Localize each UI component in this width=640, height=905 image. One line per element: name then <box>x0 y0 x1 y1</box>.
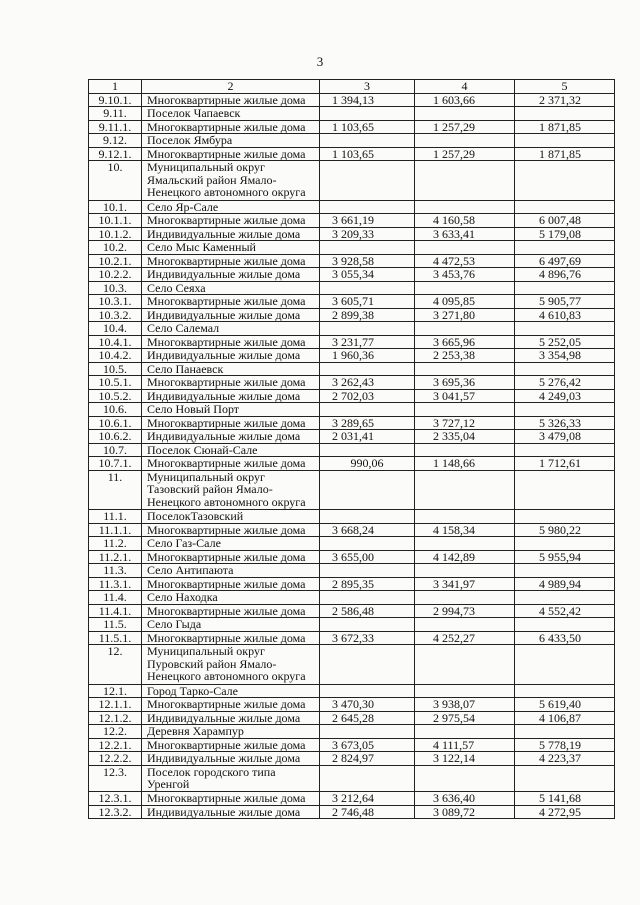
row-number-cell: 10.5.1. <box>89 376 142 390</box>
row-name-cell: Поселок городского типа Уренгой <box>142 765 320 792</box>
value-col3-cell <box>320 322 415 336</box>
row-number-cell: 11. <box>89 470 142 510</box>
value-col4-cell <box>415 618 515 632</box>
row-number-cell: 10.4.2. <box>89 349 142 363</box>
row-number-cell: 10.3.1. <box>89 295 142 309</box>
value-col3-cell: 1 394,13 <box>320 93 415 107</box>
row-name-cell: Индивидуальные жилые дома <box>142 805 320 819</box>
row-number-cell: 10.1.1. <box>89 214 142 228</box>
value-col4-cell: 4 252,27 <box>415 631 515 645</box>
value-col5-cell: 5 955,94 <box>515 550 615 564</box>
value-col3-cell: 990,06 <box>320 457 415 471</box>
value-col3-cell: 3 262,43 <box>320 376 415 390</box>
row-number-cell: 11.4.1. <box>89 604 142 618</box>
value-col5-cell <box>515 564 615 578</box>
table-row <box>89 349 615 363</box>
value-col3-cell <box>320 241 415 255</box>
value-col5-cell <box>515 241 615 255</box>
value-col3-cell: 3 605,71 <box>320 295 415 309</box>
table-row <box>89 322 615 336</box>
value-col3-cell: 2 746,48 <box>320 805 415 819</box>
row-number-cell: 10.1. <box>89 200 142 214</box>
table-row <box>89 698 615 712</box>
value-col5-cell <box>515 470 615 510</box>
row-number-cell: 12.3.1. <box>89 792 142 806</box>
value-col4-cell <box>415 725 515 739</box>
value-col3-cell: 2 645,28 <box>320 711 415 725</box>
value-col5-cell: 4 989,94 <box>515 577 615 591</box>
table-row <box>89 107 615 121</box>
value-col4-cell <box>415 470 515 510</box>
value-col3-cell: 3 661,19 <box>320 214 415 228</box>
row-number-cell: 10.4.1. <box>89 335 142 349</box>
value-col4-cell <box>415 362 515 376</box>
row-name-cell: Муниципальный округ Ямальский район Ямало-Ненецкого автономного округа <box>142 161 320 201</box>
value-col4-cell: 4 472,53 <box>415 254 515 268</box>
column-header: 3 <box>320 80 415 94</box>
value-col3-cell: 3 470,30 <box>320 698 415 712</box>
table-row <box>89 792 615 806</box>
table-body <box>89 80 615 819</box>
value-col3-cell <box>320 362 415 376</box>
value-col5-cell <box>515 537 615 551</box>
value-col5-cell: 3 479,08 <box>515 430 615 444</box>
value-col4-cell: 3 938,07 <box>415 698 515 712</box>
row-number-cell: 9.12.1. <box>89 147 142 161</box>
column-header: 5 <box>515 80 615 94</box>
column-header: 4 <box>415 80 515 94</box>
row-name-cell: Многоквартирные жилые дома <box>142 335 320 349</box>
value-col5-cell: 6 433,50 <box>515 631 615 645</box>
row-number-cell: 10.6.2. <box>89 430 142 444</box>
value-col5-cell <box>515 322 615 336</box>
table-row <box>89 765 615 792</box>
row-name-cell: Многоквартирные жилые дома <box>142 792 320 806</box>
row-name-cell: Многоквартирные жилые дома <box>142 376 320 390</box>
value-col4-cell: 3 341,97 <box>415 577 515 591</box>
value-col3-cell <box>320 618 415 632</box>
value-col4-cell: 2 335,04 <box>415 430 515 444</box>
value-col5-cell: 1 712,61 <box>515 457 615 471</box>
value-col3-cell: 1 103,65 <box>320 120 415 134</box>
row-name-cell: Муниципальный округ Пуровский район Ямало-Ненецкого автономного округа <box>142 645 320 685</box>
value-col5-cell: 5 980,22 <box>515 523 615 537</box>
value-col5-cell: 2 371,32 <box>515 93 615 107</box>
row-name-cell: Индивидуальные жилые дома <box>142 308 320 322</box>
value-col5-cell <box>515 161 615 201</box>
table-row <box>89 335 615 349</box>
row-name-cell: Село Сеяха <box>142 281 320 295</box>
table-row <box>89 523 615 537</box>
value-col5-cell: 5 905,77 <box>515 295 615 309</box>
row-number-cell: 10.2.2. <box>89 268 142 282</box>
value-col3-cell: 3 212,64 <box>320 792 415 806</box>
row-number-cell: 11.3.1. <box>89 577 142 591</box>
row-name-cell: ПоселокТазовский <box>142 510 320 524</box>
value-col5-cell <box>515 684 615 698</box>
row-name-cell: Многоквартирные жилые дома <box>142 457 320 471</box>
value-col5-cell: 4 896,76 <box>515 268 615 282</box>
value-col3-cell: 2 824,97 <box>320 752 415 766</box>
value-col4-cell: 3 122,14 <box>415 752 515 766</box>
table-row <box>89 241 615 255</box>
row-number-cell: 10.2. <box>89 241 142 255</box>
value-col4-cell: 3 695,36 <box>415 376 515 390</box>
table-row <box>89 227 615 241</box>
row-name-cell: Село Мыс Каменный <box>142 241 320 255</box>
table-row <box>89 604 615 618</box>
row-number-cell: 11.1.1. <box>89 523 142 537</box>
value-col4-cell: 1 603,66 <box>415 93 515 107</box>
value-col3-cell <box>320 134 415 148</box>
table-row <box>89 161 615 201</box>
row-name-cell: Многоквартирные жилые дома <box>142 631 320 645</box>
row-number-cell: 11.2. <box>89 537 142 551</box>
value-col5-cell: 1 871,85 <box>515 120 615 134</box>
value-col5-cell <box>515 765 615 792</box>
row-name-cell: Многоквартирные жилые дома <box>142 550 320 564</box>
row-number-cell: 10.7.1. <box>89 457 142 471</box>
value-col3-cell <box>320 107 415 121</box>
value-col5-cell: 5 619,40 <box>515 698 615 712</box>
table-row <box>89 805 615 819</box>
row-number-cell: 9.12. <box>89 134 142 148</box>
value-col5-cell <box>515 725 615 739</box>
value-col3-cell <box>320 765 415 792</box>
table-row <box>89 430 615 444</box>
table-row <box>89 684 615 698</box>
value-col4-cell: 2 253,38 <box>415 349 515 363</box>
row-name-cell: Многоквартирные жилые дома <box>142 93 320 107</box>
value-col5-cell: 6 497,69 <box>515 254 615 268</box>
table-header-row <box>89 80 615 94</box>
table-row <box>89 214 615 228</box>
value-col5-cell <box>515 281 615 295</box>
value-col3-cell: 2 586,48 <box>320 604 415 618</box>
value-col4-cell <box>415 564 515 578</box>
row-name-cell: Поселок Сюнай-Сале <box>142 443 320 457</box>
value-col5-cell: 5 326,33 <box>515 416 615 430</box>
value-col4-cell: 2 975,54 <box>415 711 515 725</box>
value-col5-cell: 4 106,87 <box>515 711 615 725</box>
value-col3-cell <box>320 443 415 457</box>
value-col5-cell: 4 272,95 <box>515 805 615 819</box>
value-col4-cell <box>415 403 515 417</box>
row-name-cell: Многоквартирные жилые дома <box>142 214 320 228</box>
value-col4-cell: 1 257,29 <box>415 147 515 161</box>
row-number-cell: 10.7. <box>89 443 142 457</box>
row-number-cell: 11.5.1. <box>89 631 142 645</box>
row-number-cell: 10.4. <box>89 322 142 336</box>
row-name-cell: Многоквартирные жилые дома <box>142 523 320 537</box>
row-name-cell: Многоквартирные жилые дома <box>142 698 320 712</box>
row-number-cell: 12.2.1. <box>89 738 142 752</box>
value-col5-cell: 5 276,42 <box>515 376 615 390</box>
row-name-cell: Село Гыда <box>142 618 320 632</box>
value-col4-cell: 2 994,73 <box>415 604 515 618</box>
row-number-cell: 10.2.1. <box>89 254 142 268</box>
value-col5-cell <box>515 618 615 632</box>
row-number-cell: 10.3.2. <box>89 308 142 322</box>
row-number-cell: 10.5. <box>89 362 142 376</box>
table-row <box>89 537 615 551</box>
table-row <box>89 295 615 309</box>
value-col4-cell <box>415 241 515 255</box>
value-col4-cell: 3 636,40 <box>415 792 515 806</box>
value-col4-cell: 4 111,57 <box>415 738 515 752</box>
table-row <box>89 403 615 417</box>
value-col4-cell <box>415 684 515 698</box>
value-col5-cell: 5 141,68 <box>515 792 615 806</box>
table-row <box>89 281 615 295</box>
value-col3-cell: 3 231,77 <box>320 335 415 349</box>
value-col5-cell <box>515 362 615 376</box>
value-col4-cell: 3 089,72 <box>415 805 515 819</box>
value-col5-cell <box>515 443 615 457</box>
page-number: 3 <box>316 54 324 69</box>
row-name-cell: Индивидуальные жилые дома <box>142 752 320 766</box>
value-col3-cell <box>320 200 415 214</box>
value-col5-cell: 4 552,42 <box>515 604 615 618</box>
value-col3-cell: 1 960,36 <box>320 349 415 363</box>
value-col3-cell: 1 103,65 <box>320 147 415 161</box>
table-row <box>89 738 615 752</box>
table-row <box>89 591 615 605</box>
row-number-cell: 12.1.2. <box>89 711 142 725</box>
value-col4-cell: 1 257,29 <box>415 120 515 134</box>
table-row <box>89 711 615 725</box>
row-name-cell: Индивидуальные жилые дома <box>142 268 320 282</box>
row-name-cell: Многоквартирные жилые дома <box>142 147 320 161</box>
table-row <box>89 308 615 322</box>
table-row <box>89 443 615 457</box>
price-table <box>88 79 615 819</box>
value-col4-cell <box>415 591 515 605</box>
row-number-cell: 12.2.2. <box>89 752 142 766</box>
row-number-cell: 12.3. <box>89 765 142 792</box>
value-col5-cell: 5 778,19 <box>515 738 615 752</box>
row-number-cell: 10.1.2. <box>89 227 142 241</box>
row-name-cell: Многоквартирные жилые дома <box>142 254 320 268</box>
row-number-cell: 10.5.2. <box>89 389 142 403</box>
value-col3-cell: 3 655,00 <box>320 550 415 564</box>
row-name-cell: Деревня Харампур <box>142 725 320 739</box>
row-name-cell: Село Новый Порт <box>142 403 320 417</box>
row-name-cell: Поселок Чапаевск <box>142 107 320 121</box>
row-number-cell: 11.4. <box>89 591 142 605</box>
value-col5-cell <box>515 645 615 685</box>
value-col5-cell: 6 007,48 <box>515 214 615 228</box>
value-col4-cell <box>415 134 515 148</box>
value-col4-cell: 4 142,89 <box>415 550 515 564</box>
value-col4-cell: 4 158,34 <box>415 523 515 537</box>
value-col4-cell: 4 160,58 <box>415 214 515 228</box>
value-col3-cell <box>320 564 415 578</box>
row-name-cell: Село Яр-Сале <box>142 200 320 214</box>
row-name-cell: Многоквартирные жилые дома <box>142 120 320 134</box>
row-name-cell: Индивидуальные жилые дома <box>142 430 320 444</box>
row-number-cell: 12.1. <box>89 684 142 698</box>
value-col5-cell: 5 252,05 <box>515 335 615 349</box>
row-name-cell: Индивидуальные жилые дома <box>142 349 320 363</box>
value-col4-cell: 3 633,41 <box>415 227 515 241</box>
value-col4-cell <box>415 510 515 524</box>
table-row <box>89 416 615 430</box>
table-row <box>89 120 615 134</box>
table-row <box>89 564 615 578</box>
value-col4-cell: 3 727,12 <box>415 416 515 430</box>
value-col5-cell: 4 249,03 <box>515 389 615 403</box>
value-col4-cell <box>415 200 515 214</box>
table-row <box>89 550 615 564</box>
value-col3-cell: 3 672,33 <box>320 631 415 645</box>
row-number-cell: 10.3. <box>89 281 142 295</box>
row-name-cell: Многоквартирные жилые дома <box>142 577 320 591</box>
value-col4-cell <box>415 537 515 551</box>
row-name-cell: Село Салемал <box>142 322 320 336</box>
value-col4-cell: 3 271,80 <box>415 308 515 322</box>
row-name-cell: Село Находка <box>142 591 320 605</box>
row-number-cell: 11.1. <box>89 510 142 524</box>
value-col4-cell: 4 095,85 <box>415 295 515 309</box>
value-col4-cell <box>415 107 515 121</box>
row-number-cell: 10. <box>89 161 142 201</box>
table-row <box>89 376 615 390</box>
value-col5-cell: 4 223,37 <box>515 752 615 766</box>
row-name-cell: Многоквартирные жилые дома <box>142 738 320 752</box>
table-row <box>89 457 615 471</box>
value-col4-cell <box>415 765 515 792</box>
column-header: 1 <box>89 80 142 94</box>
value-col3-cell: 3 289,65 <box>320 416 415 430</box>
value-col3-cell: 2 031,41 <box>320 430 415 444</box>
row-number-cell: 12.1.1. <box>89 698 142 712</box>
table-row <box>89 93 615 107</box>
table-row <box>89 147 615 161</box>
value-col3-cell: 3 668,24 <box>320 523 415 537</box>
value-col3-cell <box>320 591 415 605</box>
row-number-cell: 10.6.1. <box>89 416 142 430</box>
table-row <box>89 268 615 282</box>
row-number-cell: 9.11. <box>89 107 142 121</box>
value-col5-cell <box>515 200 615 214</box>
value-col4-cell: 3 453,76 <box>415 268 515 282</box>
value-col3-cell <box>320 403 415 417</box>
value-col3-cell: 2 895,35 <box>320 577 415 591</box>
table-row <box>89 645 615 685</box>
value-col3-cell <box>320 684 415 698</box>
value-col3-cell <box>320 281 415 295</box>
value-col4-cell <box>415 443 515 457</box>
value-col3-cell <box>320 537 415 551</box>
row-name-cell: Многоквартирные жилые дома <box>142 416 320 430</box>
table-row <box>89 362 615 376</box>
value-col3-cell: 3 055,34 <box>320 268 415 282</box>
row-name-cell: Индивидуальные жилые дома <box>142 389 320 403</box>
value-col4-cell <box>415 161 515 201</box>
value-col5-cell <box>515 403 615 417</box>
value-col5-cell: 1 871,85 <box>515 147 615 161</box>
row-name-cell: Село Панаевск <box>142 362 320 376</box>
row-name-cell: Город Тарко-Сале <box>142 684 320 698</box>
row-number-cell: 9.11.1. <box>89 120 142 134</box>
value-col4-cell: 3 665,96 <box>415 335 515 349</box>
value-col4-cell <box>415 645 515 685</box>
row-number-cell: 10.6. <box>89 403 142 417</box>
row-number-cell: 12.3.2. <box>89 805 142 819</box>
value-col3-cell <box>320 470 415 510</box>
row-name-cell: Поселок Ямбура <box>142 134 320 148</box>
table-row <box>89 577 615 591</box>
value-col3-cell: 3 673,05 <box>320 738 415 752</box>
table-row <box>89 510 615 524</box>
column-header: 2 <box>142 80 320 94</box>
row-name-cell: Многоквартирные жилые дома <box>142 604 320 618</box>
table-row <box>89 725 615 739</box>
table-row <box>89 254 615 268</box>
value-col5-cell <box>515 107 615 121</box>
table-row <box>89 134 615 148</box>
value-col5-cell <box>515 134 615 148</box>
row-name-cell: Многоквартирные жилые дома <box>142 295 320 309</box>
value-col4-cell <box>415 281 515 295</box>
value-col5-cell: 3 354,98 <box>515 349 615 363</box>
row-name-cell: Муниципальный округ Тазовский район Ямало-Ненецкого автономного округа <box>142 470 320 510</box>
value-col3-cell <box>320 161 415 201</box>
value-col4-cell: 1 148,66 <box>415 457 515 471</box>
value-col5-cell: 4 610,83 <box>515 308 615 322</box>
row-name-cell: Индивидуальные жилые дома <box>142 227 320 241</box>
row-number-cell: 11.5. <box>89 618 142 632</box>
value-col3-cell: 2 899,38 <box>320 308 415 322</box>
value-col3-cell <box>320 725 415 739</box>
table-row <box>89 200 615 214</box>
value-col3-cell: 3 928,58 <box>320 254 415 268</box>
table-row <box>89 752 615 766</box>
row-number-cell: 9.10.1. <box>89 93 142 107</box>
value-col3-cell: 2 702,03 <box>320 389 415 403</box>
row-number-cell: 12. <box>89 645 142 685</box>
row-number-cell: 12.2. <box>89 725 142 739</box>
value-col3-cell <box>320 645 415 685</box>
table-row <box>89 389 615 403</box>
row-number-cell: 11.2.1. <box>89 550 142 564</box>
value-col3-cell <box>320 510 415 524</box>
value-col5-cell <box>515 510 615 524</box>
table-row <box>89 631 615 645</box>
row-name-cell: Село Антипаюта <box>142 564 320 578</box>
value-col3-cell: 3 209,33 <box>320 227 415 241</box>
value-col4-cell <box>415 322 515 336</box>
row-name-cell: Индивидуальные жилые дома <box>142 711 320 725</box>
value-col5-cell <box>515 591 615 605</box>
value-col4-cell: 3 041,57 <box>415 389 515 403</box>
row-name-cell: Село Газ-Сале <box>142 537 320 551</box>
table-row <box>89 618 615 632</box>
row-number-cell: 11.3. <box>89 564 142 578</box>
value-col5-cell: 5 179,08 <box>515 227 615 241</box>
table-row <box>89 470 615 510</box>
